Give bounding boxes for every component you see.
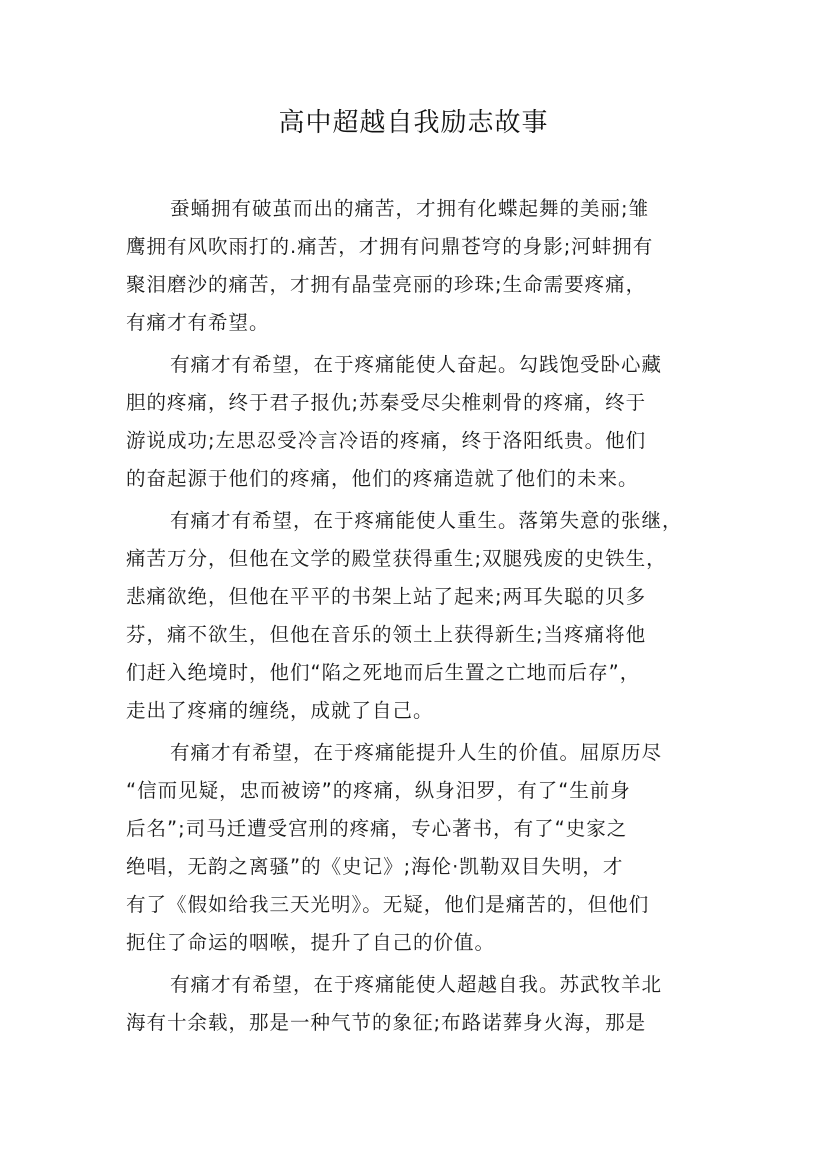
- text-line: 胆的疼痛，终于君子报仇;苏秦受尽尖椎刺骨的疼痛，终于: [126, 391, 647, 414]
- text-line: 游说成功;左思忍受冷言冷语的疼痛，终于洛阳纸贵。他们: [126, 429, 647, 452]
- text-line: 扼住了命运的咽喉，提升了自己的价值。: [126, 931, 496, 954]
- text-line: 痛苦万分，但他在文学的殿堂获得重生;双腿残废的史铁生，: [126, 547, 667, 570]
- document-title: 高中超越自我励志故事: [278, 108, 549, 138]
- text-line: 蚕蛹拥有破茧而出的痛苦，才拥有化蝶起舞的美丽;雏: [170, 197, 650, 220]
- text-line: 芬，痛不欲生，但他在音乐的领土上获得新生;当疼痛将他: [126, 623, 647, 646]
- paragraph-1: [126, 190, 714, 342]
- paragraph-2: [126, 346, 714, 498]
- text-line: 走出了疼痛的缠绕，成就了自己。: [126, 699, 434, 722]
- text-line: 有痛才有希望，在于疼痛能使人重生。落第失意的张继，: [170, 509, 683, 532]
- text-line: 有痛才有希望，在于疼痛能提升人生的价值。屈原历尽: [170, 741, 663, 764]
- text-line: 悲痛欲绝，但他在平平的书架上站了起来;两耳失聪的贝多: [126, 585, 647, 608]
- text-line: 们赶入绝境时，他们“陷之死地而后生置之亡地而后存”，: [126, 661, 641, 684]
- text-line: 聚泪磨沙的痛苦，才拥有晶莹亮丽的珍珠;生命需要疼痛，: [126, 273, 647, 296]
- paragraph-4: [126, 734, 714, 962]
- paragraph-3: [126, 502, 714, 730]
- text-line: 的奋起源于他们的疼痛，他们的疼痛造就了他们的未来。: [126, 467, 639, 490]
- text-line: 有痛才有希望。: [126, 311, 270, 334]
- text-line: “信而见疑，忠而被谤”的疼痛，纵身汨罗，有了“生前身: [126, 779, 631, 802]
- paragraph-5: [126, 966, 714, 1042]
- text-line: 后名”;司马迁遭受宫刑的疼痛，专心著书，有了“史家之: [126, 817, 628, 840]
- text-line: 有了《假如给我三天光明》。无疑，他们是痛苦的，但他们: [126, 893, 650, 916]
- text-line: 绝唱，无韵之离骚”的《史记》;海伦·凯勒双目失明，才: [126, 855, 624, 878]
- text-line: 海有十余载，那是一种气节的象征;布路诺葬身火海，那是: [126, 1011, 647, 1034]
- text-line: 有痛才有希望，在于疼痛能使人奋起。勾践饱受卧心藏: [170, 353, 663, 376]
- text-line: 有痛才有希望，在于疼痛能使人超越自我。苏武牧羊北: [170, 973, 663, 996]
- document-body: [126, 190, 714, 1046]
- text-line: 鹰拥有风吹雨打的.痛苦，才拥有问鼎苍穹的身影;河蚌拥有: [126, 235, 654, 258]
